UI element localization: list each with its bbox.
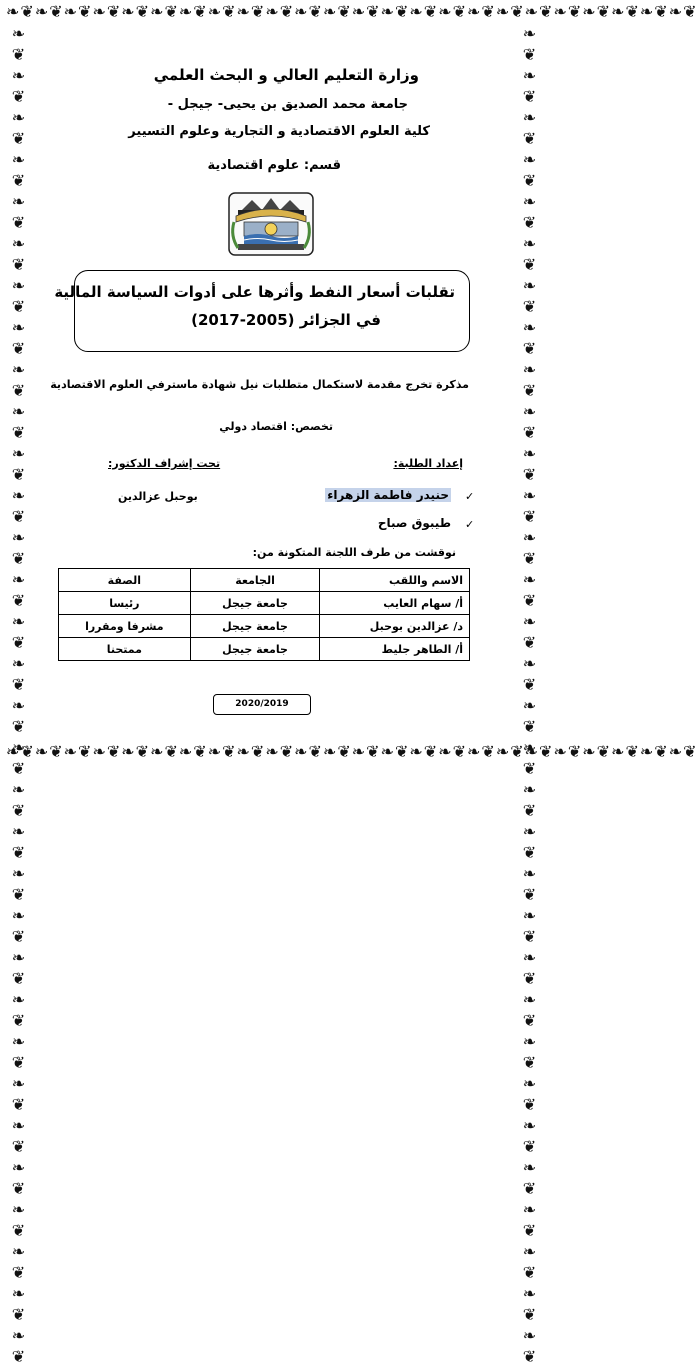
jury-member-name: د/ عزالدين بوحبل xyxy=(320,615,470,638)
supervisor-name: بوحبل عزالدين xyxy=(118,490,198,503)
decorative-border-left: ❧❦❧❦❧❦❧❦❧❦❧❦❧❦❧❦❧❦❧❦❧❦❧❦❧❦❧❦❧❦❧❦❧❦❧❦❧❦❧❦❧❦❧❦❧❦❧❦❧❦❧❦❧❦❧❦❧❦❧❦❧❦❧❦ xyxy=(9,24,28,1368)
memo-description: مذكرة تخرج مقدمة لاستكمال متطلبات نيل شهادة ماسترفي العلوم الاقتصادية xyxy=(50,378,469,391)
jury-member-university: جامعة جيجل xyxy=(190,615,320,638)
specialization: تخصص: اقتصاد دولي xyxy=(219,420,333,433)
students-label: إعداد الطلبة: xyxy=(393,457,463,470)
student-name: طيبوق صباح xyxy=(377,516,451,530)
ministry-name: وزارة التعليم العالي و البحث العلمي xyxy=(153,66,419,84)
column-header-name: الاسم واللقب xyxy=(320,569,470,592)
table-header-row xyxy=(59,569,470,592)
university-name: جامعة محمد الصديق بن يحيى- جيجل - xyxy=(167,97,408,112)
thesis-title-line-2: في الجزائر (2005-2017) xyxy=(191,311,381,329)
department-name: قسم: علوم اقتصادية xyxy=(207,158,341,173)
supervisor-label: تحت إشراف الدكتور: xyxy=(108,457,221,470)
jury-member-name: أ/ سهام العايب xyxy=(320,592,470,615)
jury-member-role: ممتحنا xyxy=(59,638,191,661)
checkmark-icon: ✓ xyxy=(465,490,475,503)
decorative-border-top: ❧❦❧❦❧❦❧❦❧❦❧❦❧❦❧❦❧❦❧❦❧❦❧❦❧❦❧❦❧❦❧❦❧❦❧❦❧❦❧❦❧❦❧❦❧❦❧❦ xyxy=(6,2,698,21)
faculty-name: كلية العلوم الاقتصادية و التجارية وعلوم التسيير xyxy=(128,124,430,139)
table-row xyxy=(59,615,470,638)
jury-member-university: جامعة جيجل xyxy=(190,592,320,615)
column-header-role: الصفة xyxy=(59,569,191,592)
committee-label: نوقشت من طرف اللجنة المتكونة من: xyxy=(252,546,456,559)
table-row xyxy=(59,592,470,615)
jury-member-name: أ/ الطاهر جليط xyxy=(320,638,470,661)
checkmark-icon: ✓ xyxy=(465,518,475,531)
university-emblem-icon xyxy=(228,192,314,256)
jury-table xyxy=(58,568,470,661)
jury-member-university: جامعة جيجل xyxy=(190,638,320,661)
student-name: حنيدر فاطمة الزهراء xyxy=(327,488,449,502)
decorative-border-bottom: ❧❦❧❦❧❦❧❦❧❦❧❦❧❦❧❦❧❦❧❦❧❦❧❦❧❦❧❦❧❦❧❦❧❦❧❦❧❦❧❦❧❦❧❦❧❦❧❦ xyxy=(6,742,698,761)
thesis-title-line-1: تقلبات أسعار النفط وأثرها على أدوات السياسة المالية xyxy=(54,283,455,301)
jury-member-role: مشرفا ومقررا xyxy=(59,615,191,638)
table-row xyxy=(59,638,470,661)
jury-member-role: رئيسا xyxy=(59,592,191,615)
decorative-border-right: ❧❦❧❦❧❦❧❦❧❦❧❦❧❦❧❦❧❦❧❦❧❦❧❦❧❦❧❦❧❦❧❦❧❦❧❦❧❦❧❦❧❦❧❦❧❦❧❦❧❦❧❦❧❦❧❦❧❦❧❦❧❦❧❦ xyxy=(520,24,539,1368)
academic-year: 2020/2019 xyxy=(213,694,311,715)
column-header-university: الجامعة xyxy=(190,569,320,592)
